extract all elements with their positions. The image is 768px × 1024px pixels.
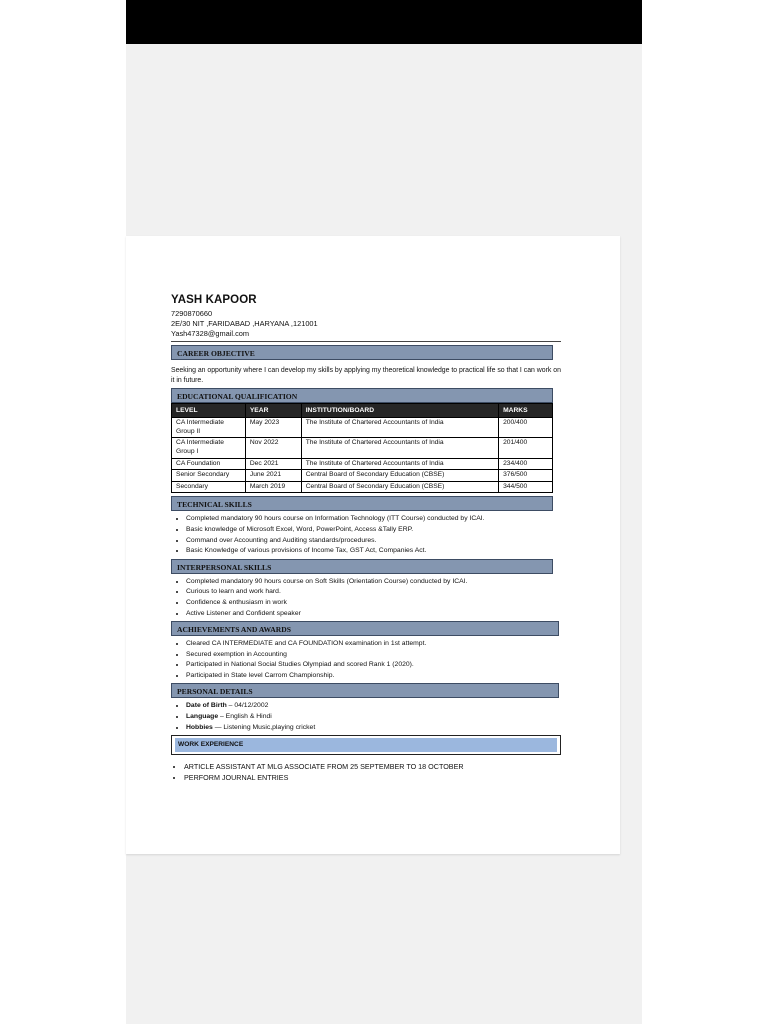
- section-header-personal-details: PERSONAL DETAILS: [171, 683, 559, 698]
- section-header-interpersonal-skills: INTERPERSONAL SKILLS: [171, 559, 553, 574]
- personal-details-list: [171, 701, 561, 733]
- achievements-list: [171, 639, 561, 681]
- list-item: • Basic Knowledge of various provisions of Income Tax, GST Act, Companies Act.: [186, 546, 561, 557]
- list-item: • Cleared CA INTERMEDIATE and CA FOUNDATION examination in 1st attempt.: [186, 639, 561, 650]
- candidate-name: YASH KAPOOR: [171, 294, 257, 306]
- cell-level: CA Foundation: [172, 458, 246, 470]
- section-header-education: EDUCATIONAL QUALIFICATION: [171, 388, 553, 403]
- list-item: • Confidence & enthusiasm in work: [186, 598, 561, 609]
- email: Yash47328@gmail.com: [171, 329, 250, 338]
- detail-separator: –: [218, 713, 226, 721]
- cell-level: Secondary: [172, 481, 246, 493]
- cell-institution: Central Board of Secondary Education (CBSE): [301, 481, 498, 493]
- cell-institution: The Institute of Chartered Accountants of India: [301, 418, 498, 438]
- cell-year: May 2023: [245, 418, 301, 438]
- cell-marks: 200/400: [499, 418, 553, 438]
- cell-level: CA Intermediate Group II: [172, 418, 246, 438]
- col-header-level: LEVEL: [172, 404, 246, 418]
- col-header-marks: MARKS: [499, 404, 553, 418]
- section-header-career-objective: CAREER OBJECTIVE: [171, 345, 553, 360]
- table-row: [172, 418, 553, 438]
- detail-label: Language: [186, 713, 219, 721]
- table-row: [172, 458, 553, 470]
- list-item: • Curious to learn and work hard.: [186, 587, 561, 598]
- cell-year: Nov 2022: [245, 438, 301, 458]
- col-header-year: YEAR: [245, 404, 301, 418]
- detail-value: Listening Music,playing cricket: [223, 723, 316, 731]
- header-divider: [171, 341, 561, 342]
- interpersonal-skills-list: [171, 577, 561, 619]
- address: 2E/30 NIT ,FARIDABAD ,HARYANA ,121001: [171, 319, 318, 328]
- education-table: [171, 403, 553, 493]
- list-item: • Participated in State level Carrom Championship.: [186, 671, 561, 682]
- resume-content: [171, 294, 561, 783]
- list-item: [186, 701, 561, 712]
- detail-separator: —: [212, 723, 224, 731]
- document-viewer[interactable]: [126, 0, 642, 1024]
- cell-year: June 2021: [245, 470, 301, 482]
- cell-institution: The Institute of Chartered Accountants of India: [301, 438, 498, 458]
- viewer-top-bar: [126, 0, 642, 44]
- phone-number: 7290870660: [171, 309, 213, 318]
- list-item: • Completed mandatory 90 hours course on Information Technology (ITT Course) conducted by ICAI.: [186, 514, 561, 525]
- education-header-row: [172, 404, 553, 418]
- cell-year: Dec 2021: [245, 458, 301, 470]
- cell-marks: 376/500: [499, 470, 553, 482]
- cell-institution: Central Board of Secondary Education (CBSE): [301, 470, 498, 482]
- list-item: [186, 712, 561, 723]
- cell-level: Senior Secondary: [172, 470, 246, 482]
- technical-skills-list: [171, 514, 561, 556]
- cell-level: CA Intermediate Group I: [172, 438, 246, 458]
- detail-value: 04/12/2002: [234, 702, 269, 710]
- cell-marks: 234/400: [499, 458, 553, 470]
- detail-label: Date of Birth: [186, 702, 227, 710]
- detail-separator: –: [226, 702, 235, 710]
- section-header-achievements: ACHIEVEMENTS AND AWARDS: [171, 621, 559, 636]
- list-item: • Secured exemption in Accounting: [186, 650, 561, 661]
- list-item: • ARTICLE ASSISTANT AT MLG ASSOCIATE FROM 25 SEPTEMBER TO 18 OCTOBER: [184, 761, 561, 772]
- list-item: • Command over Accounting and Auditing standards/procedures.: [186, 536, 561, 547]
- list-item: • Completed mandatory 90 hours course on Soft Skills (Orientation Course) conducted by ICAI.: [186, 577, 561, 588]
- table-row: [172, 470, 553, 482]
- list-item: • Basic knowledge of Microsoft Excel, Word, PowerPoint, Access &Tally ERP.: [186, 525, 561, 536]
- work-experience-list: [168, 761, 561, 783]
- cell-marks: 344/500: [499, 481, 553, 493]
- work-experience-box: [171, 735, 561, 755]
- detail-value: English & Hindi: [225, 713, 272, 721]
- list-item: • PERFORM JOURNAL ENTRIES: [184, 772, 561, 783]
- section-header-technical-skills: TECHNICAL SKILLS: [171, 496, 553, 511]
- table-row: [172, 481, 553, 493]
- resume-page: [126, 236, 620, 854]
- cell-marks: 201/400: [499, 438, 553, 458]
- table-row: [172, 438, 553, 458]
- cell-institution: The Institute of Chartered Accountants of India: [301, 458, 498, 470]
- section-header-work-experience: WORK EXPERIENCE: [175, 738, 557, 752]
- col-header-institution: INSTITUTION/BOARD: [301, 404, 498, 418]
- list-item: • Participated in National Social Studies Olympiad and scored Rank 1 (2020).: [186, 660, 561, 671]
- cell-year: March 2019: [245, 481, 301, 493]
- detail-label: Hobbies: [186, 723, 213, 731]
- list-item: [186, 723, 561, 734]
- career-objective-text: Seeking an opportunity where I can develop my skills by applying my theoretical knowledge to practical life so that I can work on it in future.: [171, 367, 561, 384]
- list-item: • Active Listener and Confident speaker: [186, 609, 561, 620]
